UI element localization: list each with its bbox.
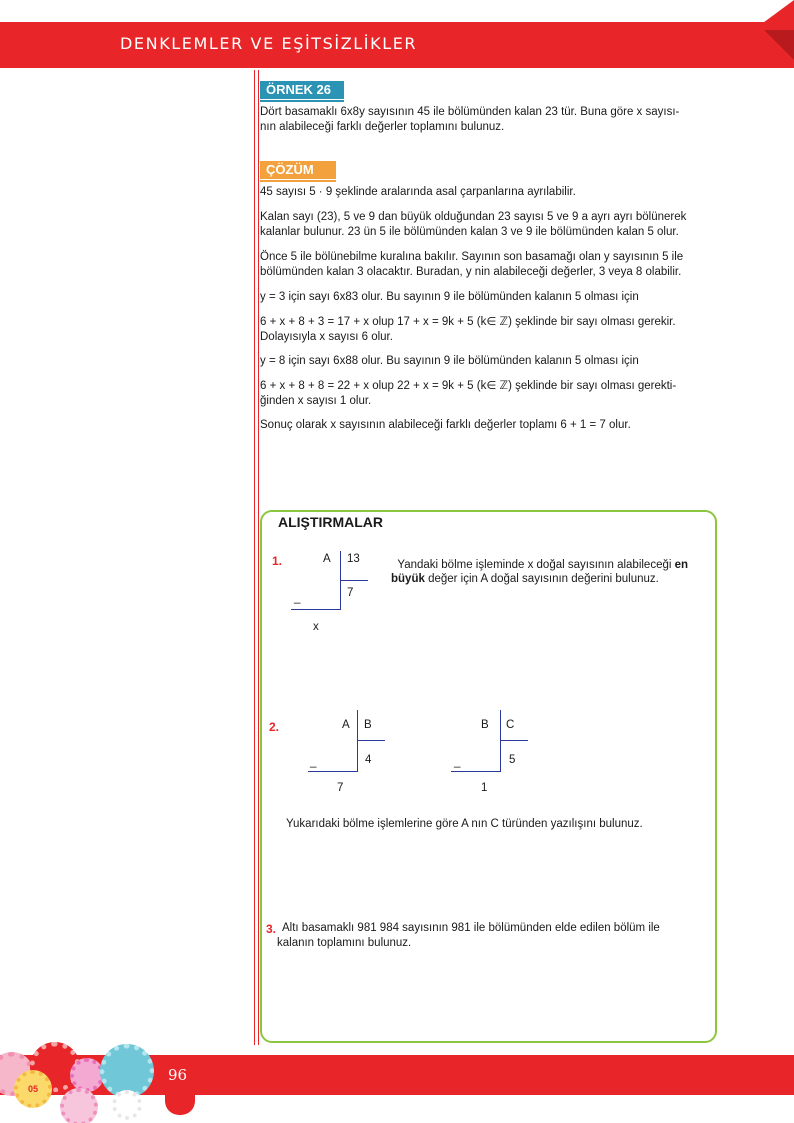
exercise-text-bold: en <box>674 559 689 571</box>
division-divisor-line <box>340 580 368 581</box>
exercise-text: kalanın toplamını bulunuz. <box>277 937 412 949</box>
page-header-title: DENKLEMLER VE EŞİTSİZLİKLER <box>120 34 418 53</box>
exercise-number: 2. <box>269 720 280 734</box>
division-vertical-line <box>500 710 501 772</box>
division-remainder: 1 <box>481 782 488 794</box>
margin-line <box>258 70 259 1045</box>
exercise-text-part: değer için A doğal sayısının değerini bulunuz. <box>424 573 659 585</box>
example-label: ÖRNEK 26 <box>260 81 344 99</box>
exercise-number: 1. <box>272 554 283 568</box>
solution-paragraph: Sonuç olarak x sayısının alabileceği farklı değerler toplamı 6 + 1 = 7 olur. <box>260 419 631 431</box>
solution-paragraph: y = 3 için sayı 6x83 olur. Bu sayının 9 ile bölümünden kalanın 5 olması için <box>260 291 639 303</box>
division-remainder: 7 <box>337 782 344 794</box>
solution-paragraph: Dolayısıyla x sayısı 6 olur. <box>260 331 393 343</box>
example-question-line: Dört basamaklı 6x8y sayısının 45 ile bölümünden kalan 23 tür. Buna göre x sayısı- <box>260 106 680 118</box>
solution-paragraph: ğinden x sayısı 1 olur. <box>260 395 372 407</box>
division-quotient: 5 <box>509 754 516 766</box>
solution-label: ÇÖZÜM <box>260 161 336 179</box>
division-divisor-line <box>357 740 385 741</box>
header-corner-decoration <box>748 0 794 34</box>
example-question-line: nın alabileceği farklı değerler toplamını bulunuz. <box>260 121 505 133</box>
exercise-text <box>391 558 711 586</box>
exercise-text-bold: büyük <box>391 573 425 585</box>
solution-paragraph: Önce 5 ile bölünebilme kuralına bakılır. Sayının son basamağı olan y sayısının 5 ile <box>260 251 684 263</box>
gear-icon <box>60 1088 98 1123</box>
exercise-number: 3. <box>266 922 277 936</box>
division-minus-sign: _ <box>294 592 301 604</box>
header-corner-shadow <box>764 30 794 60</box>
solution-paragraph: bölümünden kalan 3 olacaktır. Buradan, y nin alabileceği değerler, 3 veya 8 olabilir. <box>260 266 682 278</box>
division-subtraction-line <box>451 771 501 772</box>
solution-paragraph: Kalan sayı (23), 5 ve 9 dan büyük olduğundan 23 sayısı 5 ve 9 a ayrı ayrı bölünerek <box>260 211 687 223</box>
exercises-box <box>260 510 717 1043</box>
solution-paragraph: kalanlar bulunur. 23 ün 5 ile bölümünden kalan 3 ve 9 ile bölümünden kalan 5 olur. <box>260 226 679 238</box>
division-minus-sign: _ <box>310 756 317 768</box>
gear-label: 05 <box>27 1084 38 1094</box>
exercise-text: Yukarıdaki bölme işlemlerine göre A nın C türünden yazılışını bulunuz. <box>286 818 643 830</box>
division-divisor: B <box>364 719 372 731</box>
solution-paragraph: y = 8 için sayı 6x88 olur. Bu sayının 9 ile bölümünden kalanın 5 olması için <box>260 355 639 367</box>
division-dividend: B <box>481 719 489 731</box>
division-vertical-line <box>357 710 358 772</box>
division-dividend: A <box>323 553 331 565</box>
division-divisor-line <box>500 740 528 741</box>
solution-paragraph: 45 sayısı 5 · 9 şeklinde aralarında asal çarpanlarına ayrılabilir. <box>260 186 576 198</box>
gear-icon <box>70 1058 104 1092</box>
exercise-text-part: Yandaki bölme işleminde x doğal sayısının alabileceği <box>397 559 675 571</box>
division-quotient: 7 <box>347 587 354 599</box>
division-divisor: 13 <box>347 553 360 565</box>
division-subtraction-line <box>291 609 341 610</box>
division-minus-sign: _ <box>454 756 461 768</box>
division-dividend: A <box>342 719 350 731</box>
gears-decoration <box>0 1040 160 1123</box>
division-remainder: x <box>313 621 319 633</box>
division-subtraction-line <box>308 771 358 772</box>
page-number: 96 <box>168 1066 188 1084</box>
exercise-text: Altı basamaklı 981 984 sayısının 981 ile bölümünden elde edilen bölüm ile <box>282 922 660 934</box>
page-number-tab <box>165 1055 195 1115</box>
solution-paragraph: 6 + x + 8 + 3 = 17 + x olup 17 + x = 9k + 5 (k∈ ℤ) şeklinde bir sayı olması gerekir. <box>260 316 676 328</box>
division-quotient: 4 <box>365 754 372 766</box>
exercises-title: ALIŞTIRMALAR <box>278 514 383 530</box>
division-divisor: C <box>506 719 515 731</box>
gear-icon <box>14 1070 52 1108</box>
gear-icon <box>112 1090 142 1120</box>
margin-line <box>254 70 255 1045</box>
solution-paragraph: 6 + x + 8 + 8 = 22 + x olup 22 + x = 9k + 5 (k∈ ℤ) şeklinde bir sayı olması gerekti- <box>260 380 677 392</box>
